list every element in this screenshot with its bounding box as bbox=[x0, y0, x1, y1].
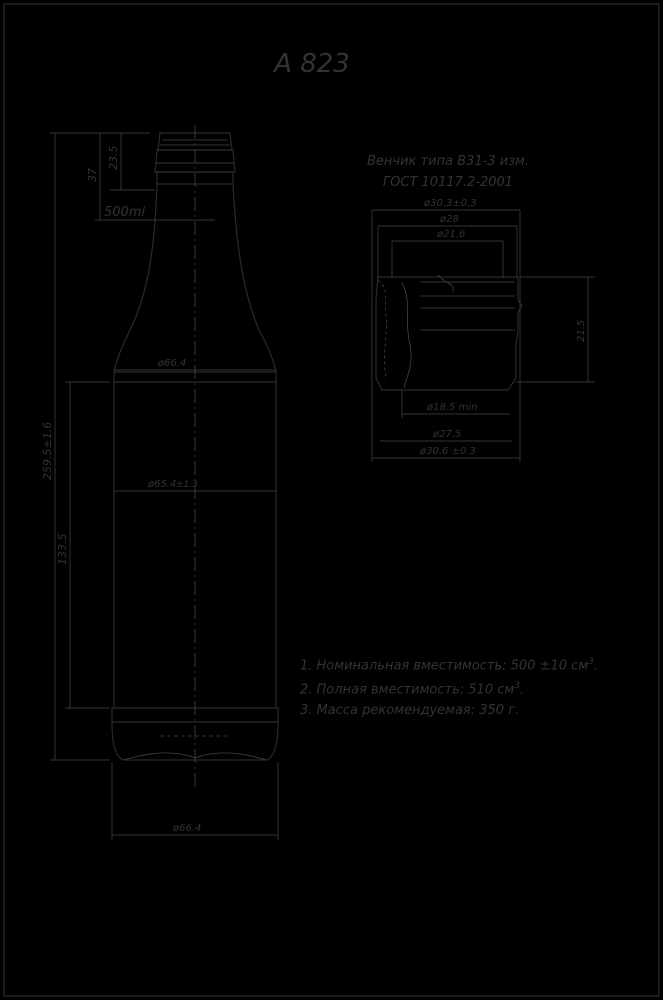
note-2: 2. Полная вместимость: 510 $см^3$. bbox=[300, 681, 525, 698]
notes-list bbox=[300, 652, 598, 721]
finish-heading-2: ГОСТ 10117.2-2001 bbox=[382, 175, 514, 190]
dim-finish-18-5: ø18.5 min bbox=[427, 402, 478, 413]
dim-body-height: 133.5 bbox=[56, 533, 69, 565]
note-3: 3. Масса рекомендуемая: 350 г. bbox=[300, 702, 520, 718]
sheet-frame bbox=[4, 4, 659, 996]
drawing-title: A 823 bbox=[274, 49, 350, 79]
dim-37: 37 bbox=[86, 168, 99, 182]
dim-finish-21-6: ø21.6 bbox=[437, 229, 466, 240]
dim-total-height: 259.5±1.6 bbox=[41, 421, 54, 480]
dim-body-diameter: ø65.4 bbox=[148, 479, 177, 490]
dim-body-tolerance: ±1.3 bbox=[176, 480, 198, 490]
dim-finish-28: ø28 bbox=[440, 214, 459, 225]
dim-base-diameter: ø66.4 bbox=[173, 823, 202, 834]
dim-23-5: 23.5 bbox=[107, 145, 120, 170]
dim-finish-outer: ø30.3±0.3 bbox=[424, 198, 477, 209]
finish-section bbox=[376, 275, 522, 390]
volume-label: 500ml bbox=[104, 205, 146, 220]
height-dimensions bbox=[41, 133, 155, 760]
dim-finish-height: 21.5 bbox=[576, 319, 587, 342]
dim-finish-30-6: ø30.6 ±0.3 bbox=[420, 446, 476, 457]
note-1: 1. Номинальная вместимость: 500 ±10 $см^3$. bbox=[300, 657, 599, 674]
dim-finish-27-5: ø27.5 bbox=[433, 429, 462, 440]
dim-shoulder-diameter: ø66.4 bbox=[158, 358, 187, 369]
finish-heading-1: Венчик типа В31-3 изм. bbox=[366, 154, 530, 169]
